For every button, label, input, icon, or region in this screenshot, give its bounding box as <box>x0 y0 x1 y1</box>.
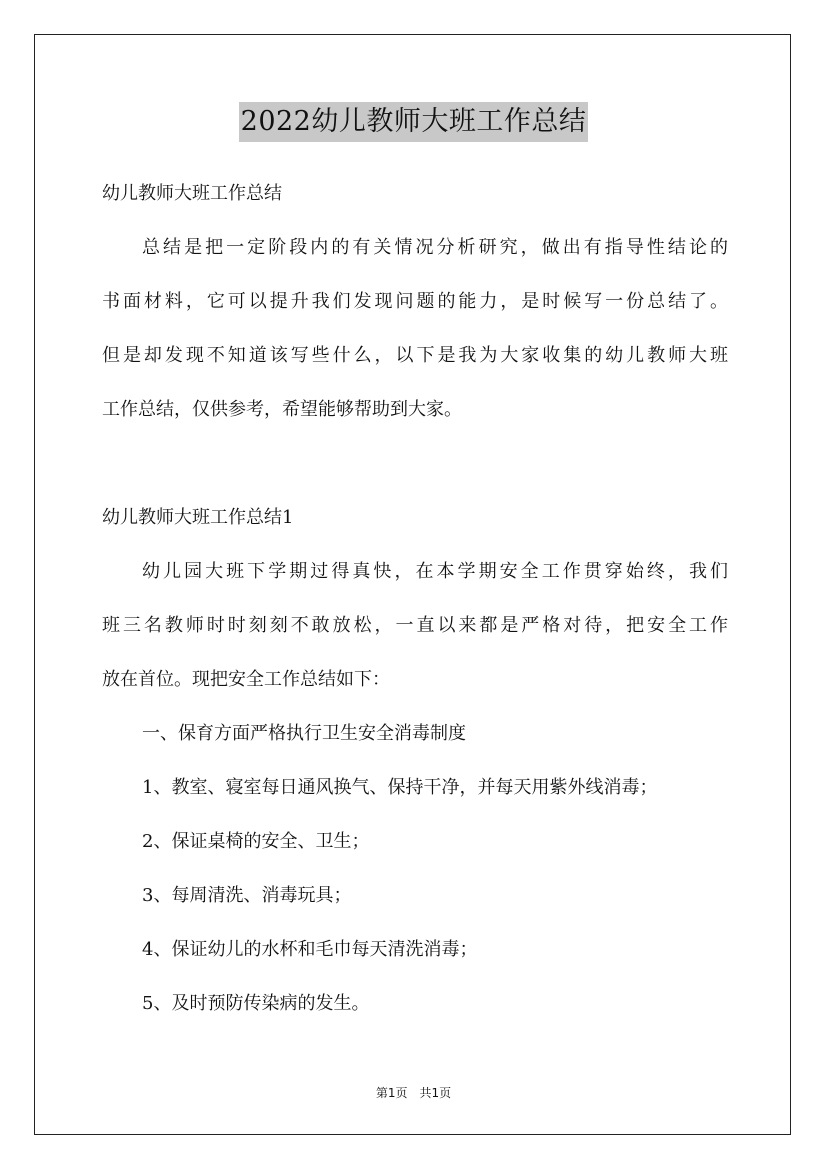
intro-line-4: 工作总结，仅供参考，希望能够帮助到大家。 <box>102 399 462 420</box>
document-body <box>102 170 728 1034</box>
document-title: 2022幼儿教师大班工作总结 <box>239 102 589 142</box>
document-subtitle: 幼儿教师大班工作总结 <box>102 183 282 204</box>
list-item: 1、教室、寝室每日通风换气、保持干净，并每天用紫外线消毒； <box>142 777 658 798</box>
page-footer: 第1页 共1页 <box>375 1086 452 1100</box>
title-container <box>0 102 827 142</box>
intro-line-2: 书面材料，它可以提升我们发现问题的能力，是时候写一份总结了。 <box>102 291 728 312</box>
intro-line-3: 但是却发现不知道该写些什么，以下是我为大家收集的幼儿教师大班 <box>102 345 728 366</box>
list-item: 5、及时预防传染病的发生。 <box>142 993 370 1014</box>
section-line-3: 放在首位。现把安全工作总结如下： <box>102 669 390 690</box>
list-item: 3、每周清洗、消毒玩具； <box>142 885 352 906</box>
subheading: 一、保育方面严格执行卫生安全消毒制度 <box>142 723 466 744</box>
paragraph-gap <box>102 440 728 494</box>
list-item: 2、保证桌椅的安全、卫生； <box>142 831 370 852</box>
list-item: 4、保证幼儿的水杯和毛巾每天清洗消毒； <box>142 939 478 960</box>
section-line-2: 班三名教师时时刻刻不敢放松，一直以来都是严格对待，把安全工作 <box>102 615 728 636</box>
section-heading: 幼儿教师大班工作总结1 <box>102 507 294 528</box>
section-line-1: 幼儿园大班下学期过得真快，在本学期安全工作贯穿始终，我们 <box>142 561 728 582</box>
intro-line-1: 总结是把一定阶段内的有关情况分析研究，做出有指导性结论的 <box>142 237 728 258</box>
